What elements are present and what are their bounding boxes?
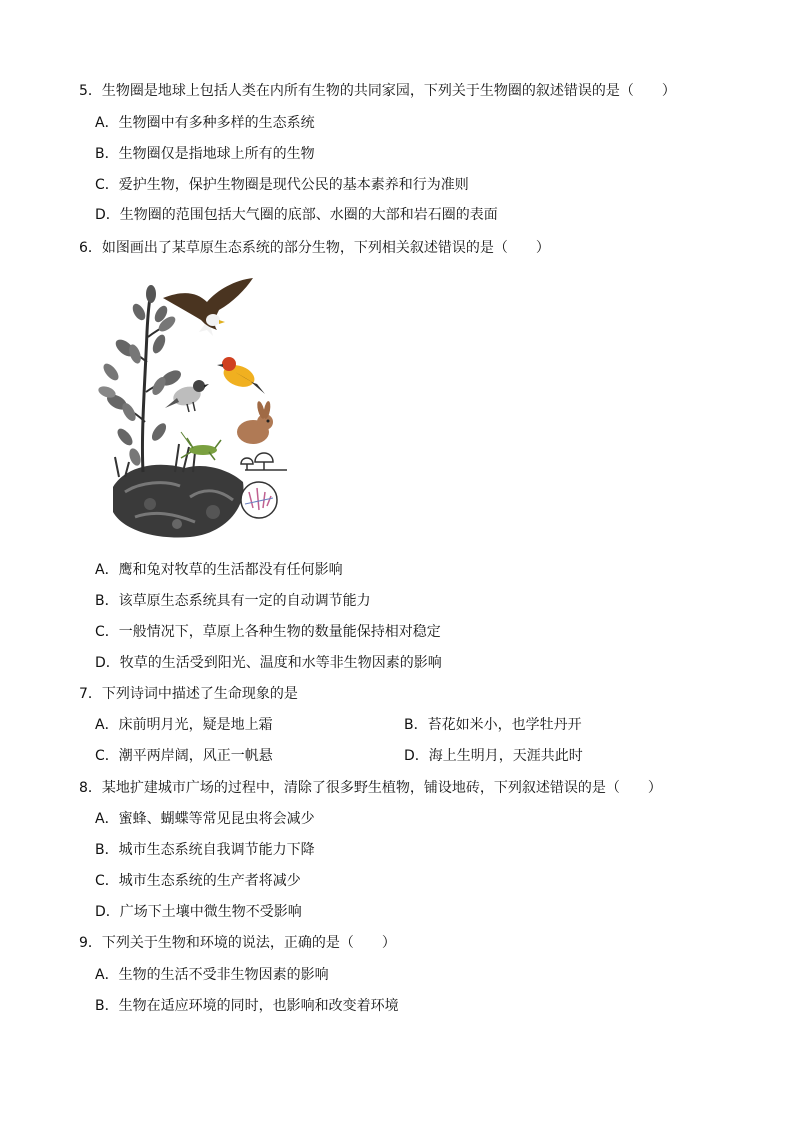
question-7-option-c: C．潮平两岸阔，风正一帆悬 [95,748,273,764]
question-5-option-a: A．生物圈中有多种多样的生态系统 [95,115,315,131]
question-7-stem: 7．下列诗词中描述了生命现象的是 [79,686,298,702]
question-6-option-b: B．该草原生态系统具有一定的自动调节能力 [95,593,371,609]
question-5-option-b: B．生物圈仅是指地球上所有的生物 [95,146,315,162]
question-6-option-c: C．一般情况下，草原上各种生物的数量能保持相对稳定 [95,624,441,640]
grassland-ecosystem-figure [95,272,295,544]
soil-mound [113,465,243,538]
question-8-option-c: C．城市生态系统的生产者将减少 [95,873,301,889]
rabbit-illustration [237,401,273,444]
question-7-option-d: D．海上生明月，天涯共此时 [404,748,583,764]
question-8-option-b: B．城市生态系统自我调节能力下降 [95,842,315,858]
question-6-option-d: D．牧草的生活受到阳光、温度和水等非生物因素的影响 [95,655,442,671]
microorganism-illustration [241,482,277,518]
small-bird-illustration [165,380,209,412]
question-9-option-a: A．生物的生活不受非生物因素的影响 [95,967,329,983]
question-8-option-a: A．蜜蜂、蝴蝶等常见昆虫将会减少 [95,811,315,827]
question-6-stem: 6．如图画出了某草原生态系统的部分生物，下列相关叙述错误的是（ ） [79,240,550,256]
question-5-option-c: C．爱护生物，保护生物圈是现代公民的基本素养和行为准则 [95,177,469,193]
eagle-illustration [163,278,253,336]
question-8-stem: 8．某地扩建城市广场的过程中，清除了很多野生植物，铺设地砖，下列叙述错误的是（ ） [79,780,662,796]
grass-plant [97,285,195,477]
question-5-option-d: D．生物圈的范围包括大气圈的底部、水圈的大部和岩石圈的表面 [95,207,498,223]
mushroom-illustration [241,453,287,470]
question-5-stem: 5．生物圈是地球上包括人类在内所有生物的共同家园，下列关于生物圈的叙述错误的是（ ） [79,83,676,99]
question-9-stem: 9．下列关于生物和环境的说法，正确的是（ ） [79,935,396,951]
question-7-option-b: B．苔花如米小，也学牡丹开 [404,717,582,733]
question-7-option-a: A．床前明月光，疑是地上霜 [95,717,273,733]
oriole-bird-illustration [217,357,265,394]
question-8-option-d: D．广场下土壤中微生物不受影响 [95,904,302,920]
question-9-option-b: B．生物在适应环境的同时，也影响和改变着环境 [95,998,399,1014]
question-6-option-a: A．鹰和兔对牧草的生活都没有任何影响 [95,562,343,578]
